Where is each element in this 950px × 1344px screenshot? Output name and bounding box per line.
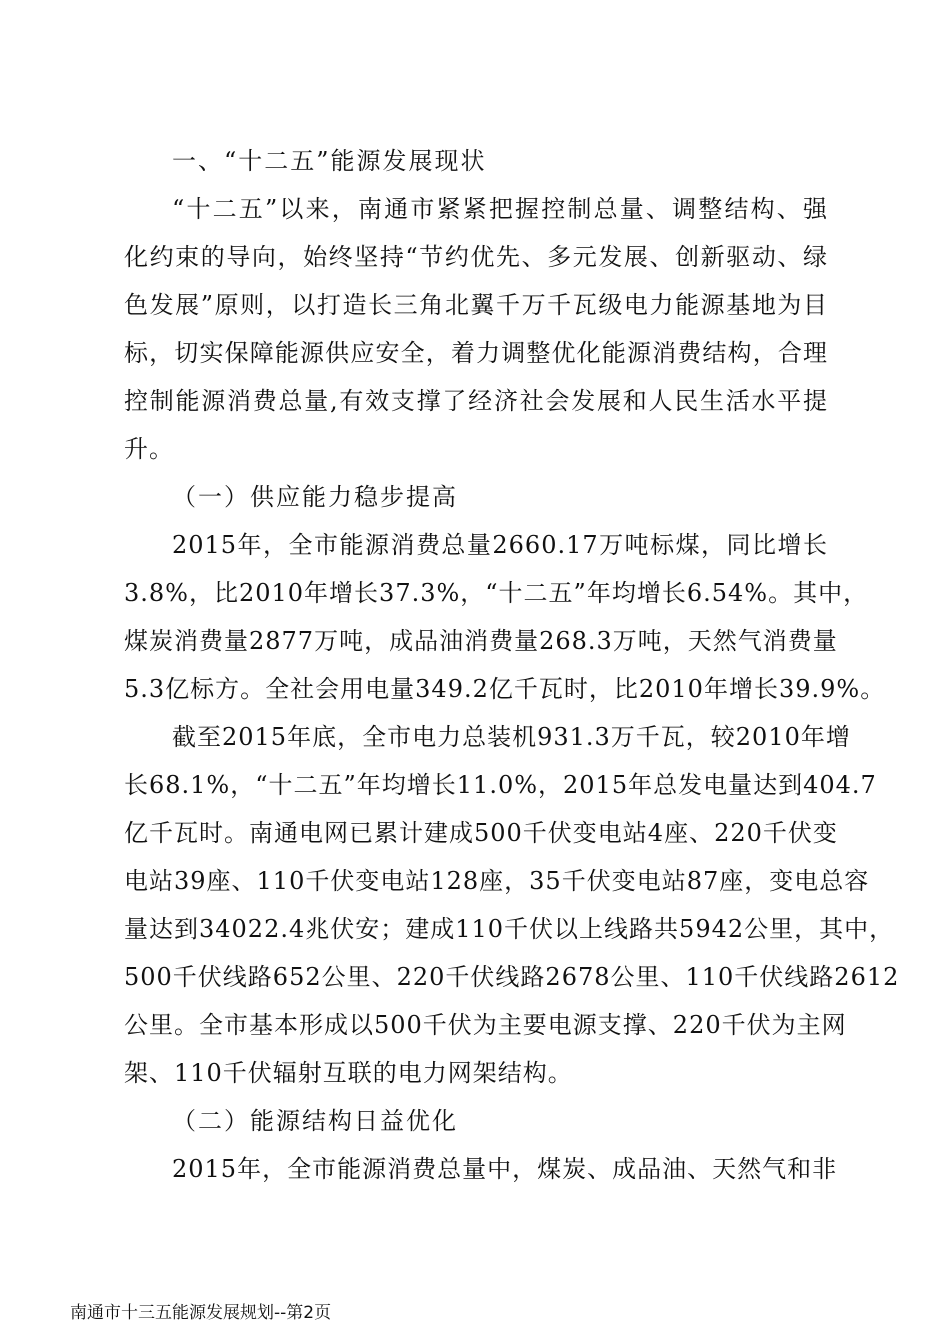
section-heading-1: 一、“十二五”能源发展现状 (172, 147, 487, 175)
paragraph-line: 2015年，全市能源消费总量中，煤炭、成品油、天然气和非 (172, 1155, 838, 1183)
paragraph-line: 量达到34022.4兆伏安；建成110千伏以上线路共5942公里，其中， (124, 915, 895, 943)
paragraph-line: 化约束的导向，始终坚持“节约优先、多元发展、创新驱动、绿 (124, 243, 828, 271)
paragraph-line: 500千伏线路652公里、220千伏线路2678公里、110千伏线路2612 (124, 963, 900, 991)
subsection-heading-1: （一）供应能力稳步提高 (172, 483, 458, 511)
subsection-heading-2: （二）能源结构日益优化 (172, 1107, 458, 1135)
paragraph-line: 亿千瓦时。南通电网已累计建成500千伏变电站4座、220千伏变 (124, 819, 838, 847)
paragraph-line: 标，切实保障能源供应安全，着力调整优化能源消费结构，合理 (124, 339, 828, 367)
paragraph-line: 煤炭消费量2877万吨，成品油消费量268.3万吨，天然气消费量 (124, 627, 838, 655)
paragraph-line: 长68.1%，“十二五”年均增长11.0%，2015年总发电量达到404.7 (124, 771, 877, 799)
paragraph-line: 电站39座、110千伏变电站128座，35千伏变电站87座，变电总容 (124, 867, 870, 895)
page-footer: 南通市十三五能源发展规划--第2页 (70, 1303, 332, 1323)
paragraph-line: 2015年，全市能源消费总量2660.17万吨标煤，同比增长 (172, 531, 828, 559)
paragraph-line: 公里。全市基本形成以500千伏为主要电源支撑、220千伏为主网 (124, 1011, 847, 1039)
paragraph-line: 5.3亿标方。全社会用电量349.2亿千瓦时，比2010年增长39.9%。 (124, 675, 886, 703)
paragraph-line: 架、110千伏辐射互联的电力网架结构。 (124, 1059, 573, 1087)
paragraph-line: 升。 (124, 435, 174, 463)
paragraph-line: 色发展”原则，以打造长三角北翼千万千瓦级电力能源基地为目 (124, 291, 828, 319)
paragraph-line: 3.8%，比2010年增长37.3%，“十二五”年均增长6.54%。其中， (124, 579, 869, 607)
paragraph-line: “十二五”以来，南通市紧紧把握控制总量、调整结构、强 (172, 195, 828, 223)
paragraph-line: 控制能源消费总量,有效支撑了经济社会发展和人民生活水平提 (124, 387, 828, 415)
paragraph-line: 截至2015年底，全市电力总装机931.3万千瓦，较2010年增 (172, 723, 851, 751)
